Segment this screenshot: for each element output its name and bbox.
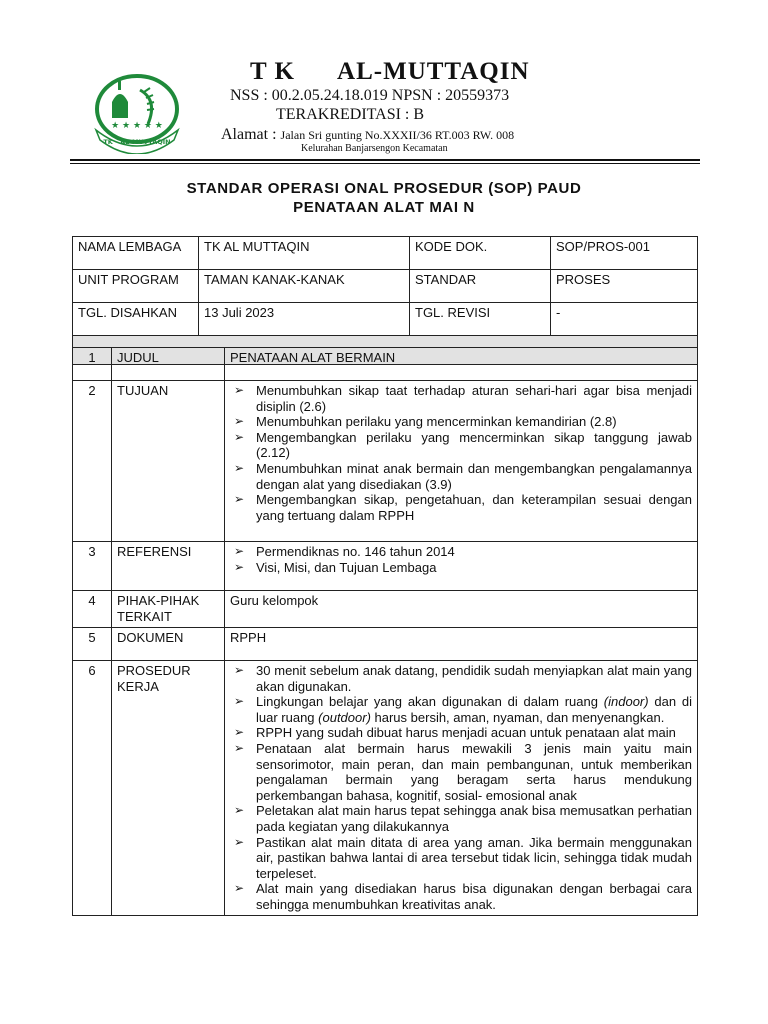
nama-lembaga-value: TK AL MUTTAQIN bbox=[199, 237, 410, 270]
table-row bbox=[73, 348, 698, 381]
unit-program-label: UNIT PROGRAM bbox=[73, 270, 199, 303]
list-item: ➢ Menumbuhkan perilaku yang mencerminkan kemandirian (2.8) bbox=[230, 414, 692, 430]
table-row bbox=[73, 237, 698, 270]
list-item: ➢ Visi, Misi, dan Tujuan Lembaga bbox=[230, 560, 692, 576]
dokumen-value: RPPH bbox=[225, 628, 698, 661]
list-item: ➢ Permendiknas no. 146 tahun 2014 bbox=[230, 544, 692, 560]
table-row bbox=[73, 303, 698, 336]
doc-title-line1: STANDAR OPERASI ONAL PROSEDUR (SOP) PAUD bbox=[186, 180, 582, 197]
table-row bbox=[73, 542, 698, 591]
list-item: ➢ Menumbuhkan sikap taat terhadap aturan sehari-hari agar bisa menjadi disiplin (2.6) bbox=[230, 383, 692, 414]
row-label: PIHAK-PIHAK TERKAIT bbox=[112, 591, 225, 628]
table-row bbox=[73, 628, 698, 661]
row-number: 6 bbox=[73, 661, 112, 916]
prosedur-cell bbox=[225, 661, 698, 916]
row-number: 2 bbox=[73, 381, 112, 542]
table-row bbox=[73, 381, 698, 542]
item-text: Lingkungan belajar yang akan digunakan di dalam ruang bbox=[256, 694, 604, 710]
table-row bbox=[73, 661, 698, 916]
row-label: TUJUAN bbox=[112, 381, 225, 542]
referensi-list bbox=[230, 544, 692, 575]
list-item: ➢ Peletakan alat main harus tepat sehingga anak bisa memusatkan perhatian pada kegiatan yang dilakukannya bbox=[230, 803, 692, 834]
tgl-disahkan-label: TGL. DISAHKAN bbox=[73, 303, 199, 336]
doc-title-line2: PENATAAN ALAT MAI N bbox=[293, 199, 475, 216]
standar-value: PROSES bbox=[551, 270, 698, 303]
list-item: ➢ Penataan alat bermain harus mewakili 3 jenis main yaitu main sensorimotor, main peran, dan main pembangunan, untuk memberikan pengalaman bermain yang beragam serta harus mendukung perkembangan bahasa, kognitif, sosial- emosional anak bbox=[230, 741, 692, 803]
tgl-revisi-label: TGL. REVISI bbox=[410, 303, 551, 336]
tgl-disahkan-value: 13 Juli 2023 bbox=[199, 303, 410, 336]
svg-text:TK - AL-MUTTAQIN: TK - AL-MUTTAQIN bbox=[103, 138, 171, 146]
alamat bbox=[221, 126, 514, 144]
kode-dok-value: SOP/PROS-001 bbox=[551, 237, 698, 270]
table-row bbox=[73, 270, 698, 303]
row-label: DOKUMEN bbox=[112, 628, 225, 661]
indoor-text: (indoor) bbox=[603, 694, 649, 710]
pihak-value: Guru kelompok bbox=[225, 591, 698, 628]
list-item: ➢ 30 menit sebelum anak datang, pendidik sudah menyiapkan alat main yang akan digunakan. bbox=[230, 663, 692, 694]
list-item bbox=[230, 694, 692, 725]
standar-label: STANDAR bbox=[410, 270, 551, 303]
tgl-revisi-value: - bbox=[551, 303, 698, 336]
nss-npsn: NSS : 00.2.05.24.18.019 NPSN : 20559373 bbox=[230, 87, 510, 104]
row-number: 3 bbox=[73, 542, 112, 591]
list-item: ➢ Mengembangkan sikap, pengetahuan, dan keterampilan sesuai dengan yang tertuang dalam RPPH bbox=[230, 492, 692, 523]
tujuan-cell bbox=[225, 381, 698, 542]
kode-dok-label: KODE DOK. bbox=[410, 237, 551, 270]
list-item: ➢ Pastikan alat main ditata di area yang aman. Jika bermain menggunakan air, pastikan bahwa lantai di area tersebut tidak licin, sehingga tidak mudah terpeleset. bbox=[230, 835, 692, 882]
school-logo bbox=[92, 72, 182, 154]
tujuan-list bbox=[230, 383, 692, 523]
list-item: ➢ Alat main yang disediakan harus bisa digunakan dengan berbagai cara sehingga menumbuhkan kreativitas anak. bbox=[230, 881, 692, 912]
row-number: 1 bbox=[73, 348, 112, 381]
row-number: 4 bbox=[73, 591, 112, 628]
alamat-text: Jalan Sri gunting No.XXXII/36 RT.003 RW. 008 bbox=[280, 128, 515, 142]
outdoor-text: (outdoor) bbox=[318, 709, 371, 725]
list-item: ➢ Mengembangkan perilaku yang mencerminkan sikap tanggung jawab (2.12) bbox=[230, 430, 692, 461]
prosedur-list bbox=[230, 663, 692, 913]
akreditasi: TERAKREDITASI : B bbox=[276, 106, 425, 123]
item-text: dan di luar ruang bbox=[256, 694, 692, 725]
unit-program-value: TAMAN KANAK-KANAK bbox=[199, 270, 410, 303]
school-name: T K AL-MUTTAQIN bbox=[250, 58, 530, 85]
row-label: PROSEDUR KERJA bbox=[112, 661, 225, 916]
judul-value: PENATAAN ALAT BERMAIN bbox=[225, 348, 698, 381]
item-text: harus bersih, aman, nyaman, dan menyenangkan. bbox=[370, 709, 665, 725]
svg-text:★ ★ ★ ★ ★: ★ ★ ★ ★ ★ bbox=[111, 121, 163, 131]
sop-table bbox=[72, 347, 698, 916]
header-divider-thin bbox=[70, 163, 700, 164]
table-row bbox=[73, 591, 698, 628]
list-item: ➢ Menumbuhkan minat anak bermain dan mengembangkan pengalamannya dengan alat yang disediakan (3.9) bbox=[230, 461, 692, 492]
row-label: REFERENSI bbox=[112, 542, 225, 591]
row-number: 5 bbox=[73, 628, 112, 661]
referensi-cell bbox=[225, 542, 698, 591]
list-item: ➢ RPPH yang sudah dibuat harus menjadi acuan untuk penataan alat main bbox=[230, 725, 692, 741]
nama-lembaga-label: NAMA LEMBAGA bbox=[73, 237, 199, 270]
alamat-label: Alamat : bbox=[221, 126, 277, 143]
header-divider bbox=[70, 159, 700, 161]
row-label: JUDUL bbox=[112, 348, 225, 381]
kelurahan: Kelurahan Banjarsengon Kecamatan bbox=[301, 143, 448, 154]
info-table bbox=[72, 236, 698, 365]
